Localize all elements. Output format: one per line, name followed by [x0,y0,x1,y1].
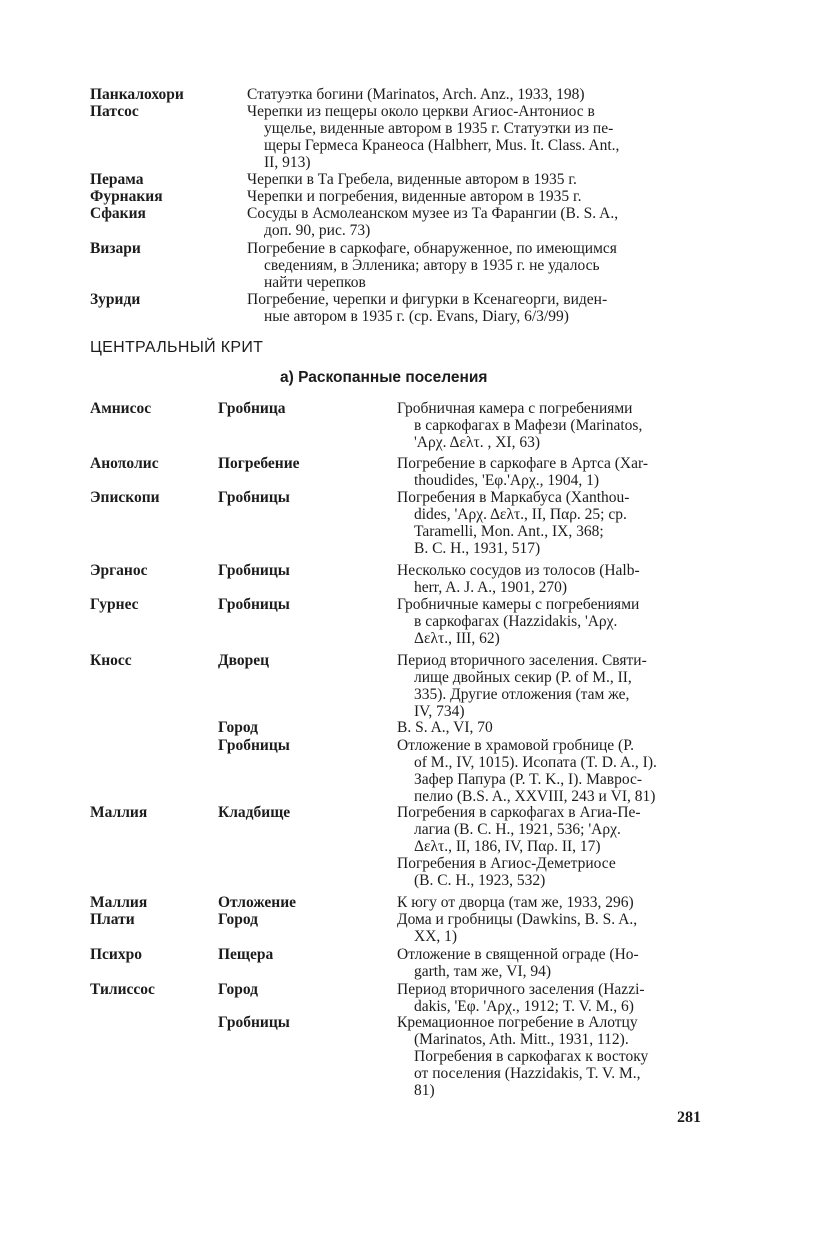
site-text-line: Погребения в саркофагах в Агиа-Пе- [397,804,641,821]
site-text-line: Δελτ., II, 186, IV, Παρ. II, 17) [414,838,601,855]
entry-place: Визари [90,240,141,257]
site-text-line: thoudides, 'Εφ.'Αρχ., 1904, 1) [414,472,599,489]
site-place: Тилиссос [90,981,155,998]
site-text-line: Δελτ., III, 62) [414,630,500,647]
site-text-line: Кремационное погребение в Алотцу [397,1014,638,1031]
site-place: Плати [90,911,135,928]
site-text-line: от поселения (Hazzidakis, T. V. M., [414,1065,641,1082]
site-type: Дворец [218,652,270,669]
subsection-title: а) Раскопанные поселения [280,369,488,386]
entry-place: Патсос [90,103,139,120]
site-text-line: of M., IV, 1015). Исопата (T. D. A., I). [414,754,657,771]
entry-text-line: Черепки в Та Гребела, виденные автором в 1935 г. [247,171,577,188]
site-text-line: в саркофагах в Мафези (Marinatos, [414,417,643,434]
site-text-line: dakis, 'Εφ. 'Αρχ., 1912; T. V. M., 6) [414,998,634,1015]
site-type: Гробницы [218,737,290,754]
site-place: Психро [90,946,142,963]
site-type: Гробницы [218,489,290,506]
site-text-line: Период вторичного заселения (Hazzi- [397,981,645,998]
site-text-line: Погребения в Агиос-Деметриосе [397,855,616,872]
entry-text-line: Сосуды в Асмолеанском музее из Та Фарангии (B. S. A., [247,205,619,222]
entry-text-line: Черепки и погребения, виденные автором в 1935 г. [247,188,582,205]
entry-text-line: II, 913) [264,154,311,171]
site-type: Гробница [218,400,286,417]
site-text-line: Гробничная камера с погребениями [397,400,633,417]
site-text-line: 335). Другие отложения (там же, [414,686,630,703]
entry-text-line: ущелье, виденные автором в 1935 г. Статуэтки из пе- [264,120,614,137]
site-text-line: XX, 1) [414,928,458,945]
section-title: ЦЕНТРАЛЬНЫЙ КРИТ [90,339,264,356]
site-place: Кносс [90,652,132,669]
site-text-line: Дома и гробницы (Dawkins, B. S. A., [397,911,638,928]
site-type: Город [218,911,259,928]
site-text-line: herr, A. J. A., 1901, 270) [414,579,568,596]
site-type: Погребение [218,455,300,472]
site-type: Город [218,981,259,998]
site-type: Отложение [218,894,296,911]
site-place: Амнисос [90,400,152,417]
site-text-line: лагиа (B. C. H., 1921, 536; 'Αρχ. [414,821,621,838]
site-place: Маллия [90,804,148,821]
entry-place: Панкалохори [90,86,184,103]
site-place: Эрганос [90,562,148,579]
site-text-line: пелио (B.S. A., XXVIII, 243 и VI, 81) [414,788,656,805]
site-text-line: 81) [414,1082,435,1099]
site-type: Гробницы [218,596,290,613]
site-text-line: К югу от дворца (там же, 1933, 296) [397,894,634,911]
site-text-line: Отложение в священной ограде (Ho- [397,946,639,963]
site-text-line: dides, 'Αρχ. Δελτ., II, Παρ. 25; ср. [414,506,627,523]
site-type: Город [218,719,259,736]
site-text-line: B. C. H., 1931, 517) [414,540,541,557]
site-text-line: Гробничные камеры с погребениями [397,596,640,613]
entry-text-line: Черепки из пещеры около церкви Агиос-Антониос в [247,103,595,120]
site-place: Аноποлис [90,455,159,472]
site-text-line: Погребения в Маркабуса (Xanthou- [397,489,630,506]
entry-text-line: найти черепков [264,274,366,291]
site-place: Гурнес [90,596,139,613]
entry-place: Сфакия [90,205,146,222]
site-text-line: Несколько сосудов из толосов (Halb- [397,562,640,579]
site-text-line: garth, там же, VI, 94) [414,963,552,980]
entry-text-line: Погребение, черепки и фигурки в Ксенагеорги, виден- [247,291,608,308]
site-text-line: (B. C. H., 1923, 532) [414,872,546,889]
site-text-line: Taramelli, Mon. Ant., IX, 368; [414,523,604,540]
site-text-line: Отложение в храмовой гробнице (P. [397,737,634,754]
site-text-line: Погребение в саркофаге в Артса (Xar- [397,455,649,472]
site-text-line: Зафер Папура (P. T. K., I). Маврос- [414,771,643,788]
entry-place: Зуриди [90,291,141,308]
site-type: Пещера [218,946,274,963]
entry-text-line: ные автором в 1935 г. (ср. Evans, Diary, 6/3/99) [264,308,569,325]
entry-text-line: доп. 90, рис. 73) [264,222,371,239]
site-type: Кладбище [218,804,291,821]
page-number: 281 [677,1109,701,1126]
site-type: Гробницы [218,562,290,579]
site-text-line: IV, 734) [414,703,465,720]
site-text-line: в саркофагах (Hazzidakis, 'Αρχ. [414,613,618,630]
entry-text-line: Статуэтка богини (Marinatos, Arch. Anz., 1933, 198) [247,86,585,103]
site-type: Гробницы [218,1014,290,1031]
site-text-line: Погребения в саркофагах к востоку [414,1048,649,1065]
site-text-line: 'Αρχ. Δελτ. , XI, 63) [414,434,540,451]
site-place: Маллия [90,894,148,911]
entry-place: Фурнакия [90,188,163,205]
site-text-line: (Marinatos, Ath. Mitt., 1931, 112). [414,1031,629,1048]
site-text-line: B. S. A., VI, 70 [397,719,493,736]
entry-place: Перама [90,171,144,188]
site-text-line: Период вторичного заселения. Святи- [397,652,647,669]
entry-text-line: сведениям, в Элленика; автору в 1935 г. не удалось [264,257,600,274]
site-text-line: лище двойных секир (P. of M., II, [414,669,632,686]
entry-text-line: щеры Гермеса Кранеоса (Halbherr, Mus. It. Class. Ant., [264,137,620,154]
entry-text-line: Погребение в саркофаге, обнаруженное, по имеющимся [247,240,617,257]
site-place: Эпископи [90,489,160,506]
